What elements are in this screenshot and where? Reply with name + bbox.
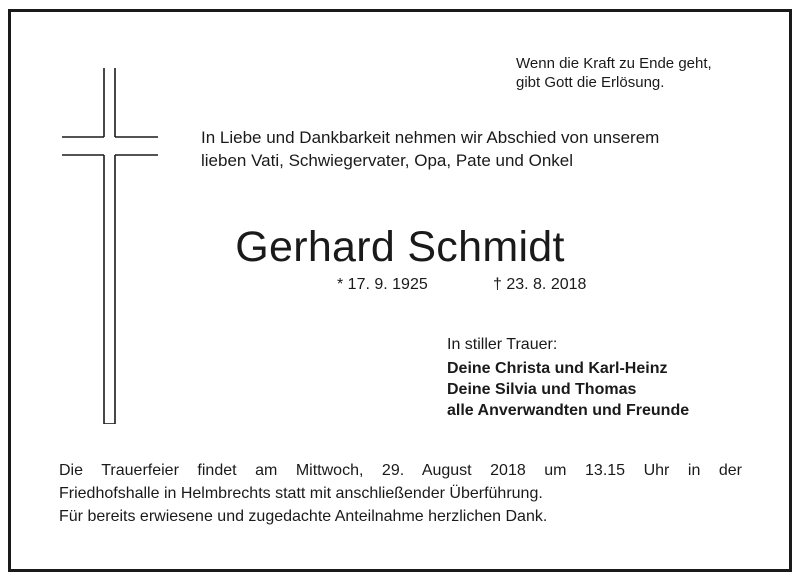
death-date: † 23. 8. 2018 <box>493 276 587 293</box>
quote <box>516 54 712 92</box>
mourners-label: In stiller Trauer: <box>447 336 558 353</box>
mourners-list <box>447 358 689 421</box>
intro-line: lieben Vati, Schwiegervater, Opa, Pate und Onkel <box>201 151 574 170</box>
ceremony-line: Friedhofshalle in Helmbrechts statt mit anschließender Überführung. <box>59 485 543 502</box>
thanks-line: Für bereits erwiesene und zugedachte Anteilnahme herzlichen Dank. <box>59 508 548 525</box>
intro-line: In Liebe und Dankbarkeit nehmen wir Abschied von unserem <box>201 128 660 147</box>
quote-line: Wenn die Kraft zu Ende geht, <box>516 55 712 72</box>
mourner-name: Deine Christa und Karl-Heinz <box>447 360 668 377</box>
quote-line: gibt Gott die Erlösung. <box>516 74 665 91</box>
deceased-name: Gerhard Schmidt <box>235 223 565 271</box>
intro-text <box>201 126 659 172</box>
mourner-name: alle Anverwandten und Freunde <box>447 402 690 419</box>
mourner-name: Deine Silvia und Thomas <box>447 381 637 398</box>
ceremony-line: Die Trauerfeier findet am Mittwoch, 29. August 2018 um 13.15 Uhr in der <box>59 462 742 479</box>
ceremony-info <box>59 459 742 528</box>
birth-date: * 17. 9. 1925 <box>337 276 428 293</box>
